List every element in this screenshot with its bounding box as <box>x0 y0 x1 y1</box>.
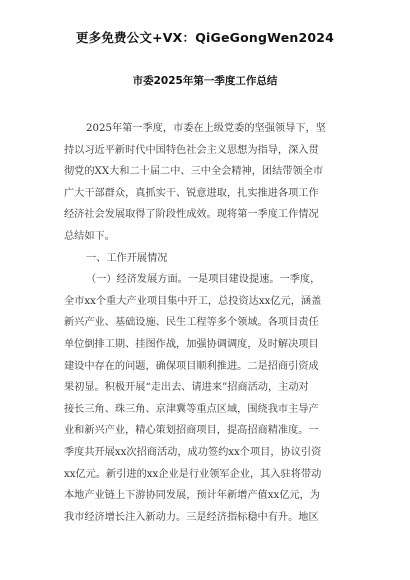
paragraph-line: 新兴产业、基础设施、民生工程等多个领域。各项目责任 <box>64 317 319 329</box>
paragraph-line: 经济社会发展取得了阶段性成效。现将第一季度工作情况 <box>64 209 319 221</box>
paragraph-line: xx亿元。新引进的xx企业是行业领军企业，其入驻将带动 <box>64 468 322 480</box>
document-title: 市委2025年第一季度工作总结 <box>132 75 278 87</box>
paragraph-line: 果初显。积极开展“走出去、请进来”招商活动，主动对 <box>64 382 309 394</box>
document-body <box>64 118 351 528</box>
paragraph-line: 总结如下。 <box>64 230 115 242</box>
paragraph-line: 业和新兴产业，精心策划招商项目，提高招商精准度。一 <box>64 425 319 437</box>
paragraph-line: 彻党的XX大和二十届二中、三中全会精神，团结带领全市 <box>64 166 324 178</box>
paragraph-line: 季度共开展xx次招商活动，成功签约xx个项目，协议引资 <box>64 446 322 458</box>
paragraph-line: 广大干部群众，真抓实干、锐意进取，扎实推进各项工作 <box>64 187 319 199</box>
paragraph-line: 接长三角、珠三角、京津冀等重点区域，围绕我市主导产 <box>64 403 319 415</box>
promo-banner: 更多免费公文+VX：QiGeGongWen2024 <box>75 30 335 45</box>
paragraph-line: 建设中存在的问题，确保项目顺利推进。二是招商引资成 <box>64 360 319 372</box>
paragraph-line: 2025年第一季度，市委在上级党委的坚强领导下，坚 <box>86 123 326 134</box>
section-heading: 一、工作开展情况 <box>86 252 168 264</box>
paragraph-line: 我市经济增长注入新动力。三是经济指标稳中有升。地区 <box>64 511 319 523</box>
paragraph-line: （一）经济发展方面。一是项目建设提速。一季度， <box>86 274 321 286</box>
paragraph-line: 本地产业链上下游协同发展，预计年新增产值xx亿元，为 <box>64 490 320 502</box>
paragraph-line: 持以习近平新时代中国特色社会主义思想为指导，深入贯 <box>64 144 319 156</box>
paragraph-line: 单位倒排工期、挂图作战，加强协调调度，及时解决项目 <box>64 338 319 350</box>
paragraph-line: 全市xx个重大产业项目集中开工，总投资达xx亿元，涵盖 <box>64 295 322 307</box>
